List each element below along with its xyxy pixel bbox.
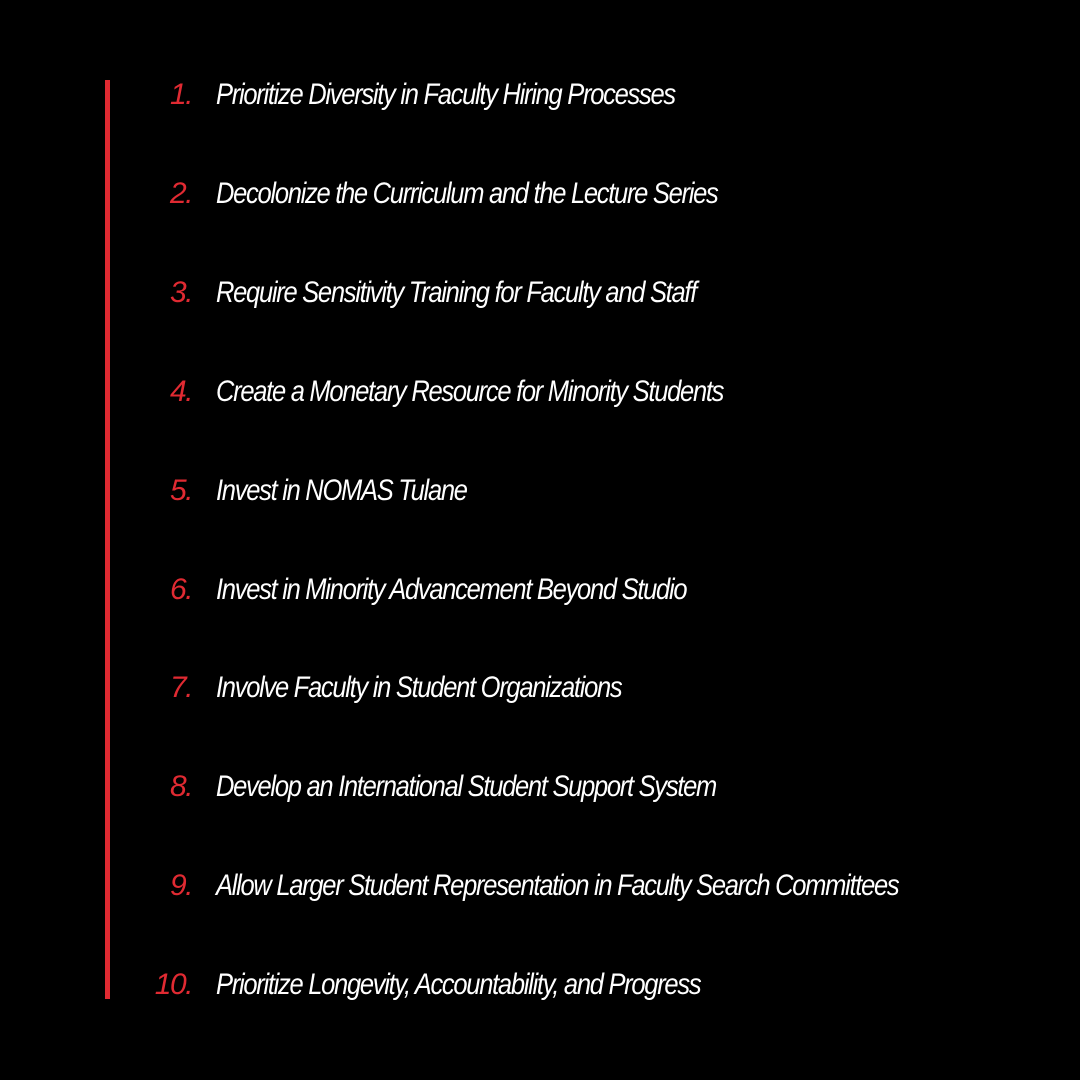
demand-text: Invest in Minority Advancement Beyond Studio (216, 572, 687, 606)
demand-text: Allow Larger Student Representation in Faculty Search Committees (216, 869, 899, 903)
demand-text: Develop an International Student Support System (216, 770, 717, 804)
demand-text: Prioritize Diversity in Faculty Hiring Processes (216, 78, 675, 111)
demand-number: 7. (169, 671, 192, 705)
demand-number: 5. (169, 473, 192, 507)
demand-item (0, 469, 1080, 513)
demand-number: 2. (169, 176, 192, 210)
demand-number: 4. (169, 374, 192, 408)
demand-item (0, 73, 1080, 117)
demand-item (0, 963, 1080, 1007)
demand-number: 1. (169, 78, 192, 111)
demand-number: 8. (169, 770, 192, 804)
demand-number: 6. (169, 572, 192, 606)
demand-item (0, 568, 1080, 612)
demand-number: 10. (154, 968, 192, 1002)
demand-text: Decolonize the Curriculum and the Lecture Series (216, 176, 718, 210)
demand-item (0, 864, 1080, 908)
demand-item (0, 370, 1080, 414)
demand-text: Require Sensitivity Training for Faculty and Staff (216, 275, 697, 309)
demand-text: Prioritize Longevity, Accountability, and Progress (216, 968, 701, 1002)
demand-item (0, 666, 1080, 710)
demand-number: 9. (169, 869, 192, 903)
demand-text: Create a Monetary Resource for Minority Students (216, 374, 724, 408)
demand-item (0, 271, 1080, 315)
demand-text: Involve Faculty in Student Organizations (216, 671, 622, 705)
demand-number: 3. (169, 275, 192, 309)
demand-text: Invest in NOMAS Tulane (216, 473, 467, 507)
demand-item (0, 765, 1080, 809)
demand-item (0, 172, 1080, 216)
